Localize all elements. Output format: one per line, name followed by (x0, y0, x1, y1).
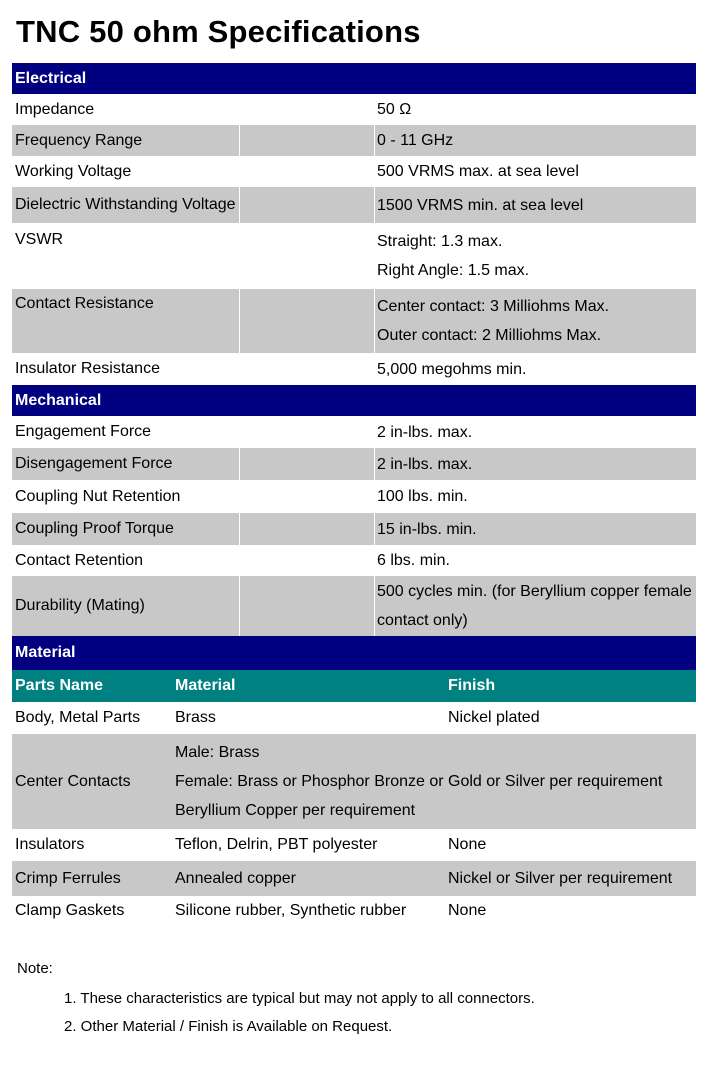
spec-name: VSWR (15, 231, 63, 248)
spec-row-frequency-range (12, 125, 696, 156)
spec-value: 100 lbs. min. (377, 488, 468, 505)
part-material: Brass (175, 709, 216, 726)
spec-row-contact-retention (12, 545, 696, 576)
spec-row-coupling-nut-retention (12, 480, 696, 513)
spec-value: 2 in-lbs. max. (377, 423, 473, 441)
spec-row-impedance (12, 94, 696, 125)
spec-name: Coupling Proof Torque (15, 520, 174, 537)
page-title: TNC 50 ohm Specifications (16, 14, 421, 49)
material-column-headers (12, 670, 696, 702)
part-finish: Nickel plated (448, 709, 540, 726)
section-header-mechanical: Mechanical (12, 385, 696, 416)
spec-row-insulator-resistance (12, 353, 696, 385)
spec-value: 2 in-lbs. max. (377, 455, 473, 473)
column-header-parts-name: Parts Name (15, 677, 104, 694)
spec-name: Insulator Resistance (15, 360, 160, 377)
spec-name: Coupling Nut Retention (15, 487, 181, 505)
spec-name: Impedance (15, 100, 95, 118)
part-material: Silicone rubber, Synthetic rubber (175, 901, 407, 919)
spec-value: 500 cycles min. (for Beryllium copper female contact only) (377, 583, 692, 629)
spec-row-disengagement-force (12, 448, 696, 480)
spec-row-working-voltage (12, 156, 696, 187)
section-header-electrical: Electrical (12, 63, 696, 94)
material-row-crimp-ferrules (12, 861, 696, 896)
note-item: 2. Other Material / Finish is Available on Request. (64, 1018, 393, 1035)
spec-name: Working Voltage (15, 162, 132, 180)
spec-value: 6 lbs. min. (377, 552, 450, 569)
spec-name: Contact Resistance (15, 295, 154, 312)
spec-name: Disengagement Force (15, 455, 173, 472)
spec-name: Frequency Range (15, 131, 143, 149)
spec-name: Engagement Force (15, 423, 152, 440)
spec-value: 5,000 megohms min. (377, 360, 527, 378)
note-label: Note: (17, 960, 53, 977)
spec-name: Contact Retention (15, 551, 144, 569)
part-name: Center Contacts (15, 772, 131, 790)
part-material: Male: Brass Female: Brass or Phosphor Bronze or Gold or Silver per requirement Beryllium Copper per requirement (175, 744, 663, 819)
part-name: Insulators (15, 836, 85, 853)
part-finish: None (448, 901, 487, 919)
spec-row-coupling-proof-torque (12, 513, 696, 545)
spec-row-vswr (12, 223, 696, 289)
spec-value: 0 - 11 GHz (377, 132, 454, 149)
part-name: Clamp Gaskets (15, 901, 125, 919)
spec-row-contact-resistance (12, 289, 696, 353)
spec-value: 50 Ω (377, 101, 412, 118)
part-name: Crimp Ferrules (15, 869, 121, 887)
spec-value: Straight: 1.3 max. Right Angle: 1.5 max. (377, 233, 530, 279)
section-header-material: Material (12, 636, 696, 670)
column-header-material: Material (175, 677, 236, 694)
part-finish: Nickel or Silver per requirement (448, 869, 673, 887)
spec-name: Dielectric Withstanding Voltage (15, 196, 236, 213)
part-finish: None (448, 836, 487, 853)
spec-value: 1500 VRMS min. at sea level (377, 196, 584, 214)
spec-row-engagement-force (12, 416, 696, 448)
spec-value: 15 in-lbs. min. (377, 520, 477, 538)
material-row-body (12, 702, 696, 734)
note-item: 1. These characteristics are typical but may not apply to all connectors. (64, 990, 535, 1007)
material-row-center-contacts (12, 734, 696, 829)
spec-name: Durability (Mating) (15, 597, 145, 614)
part-material: Teflon, Delrin, PBT polyester (175, 836, 378, 853)
spec-value: 500 VRMS max. at sea level (377, 163, 579, 180)
material-row-insulators (12, 829, 696, 861)
part-name: Body, Metal Parts (15, 709, 141, 726)
material-row-clamp-gaskets (12, 896, 696, 925)
spec-row-dielectric-withstanding-voltage (12, 187, 696, 223)
spec-row-durability (12, 576, 696, 636)
part-material: Annealed copper (175, 869, 296, 887)
spec-value: Center contact: 3 Milliohms Max. Outer contact: 2 Milliohms Max. (377, 298, 610, 344)
column-header-finish: Finish (448, 677, 496, 694)
